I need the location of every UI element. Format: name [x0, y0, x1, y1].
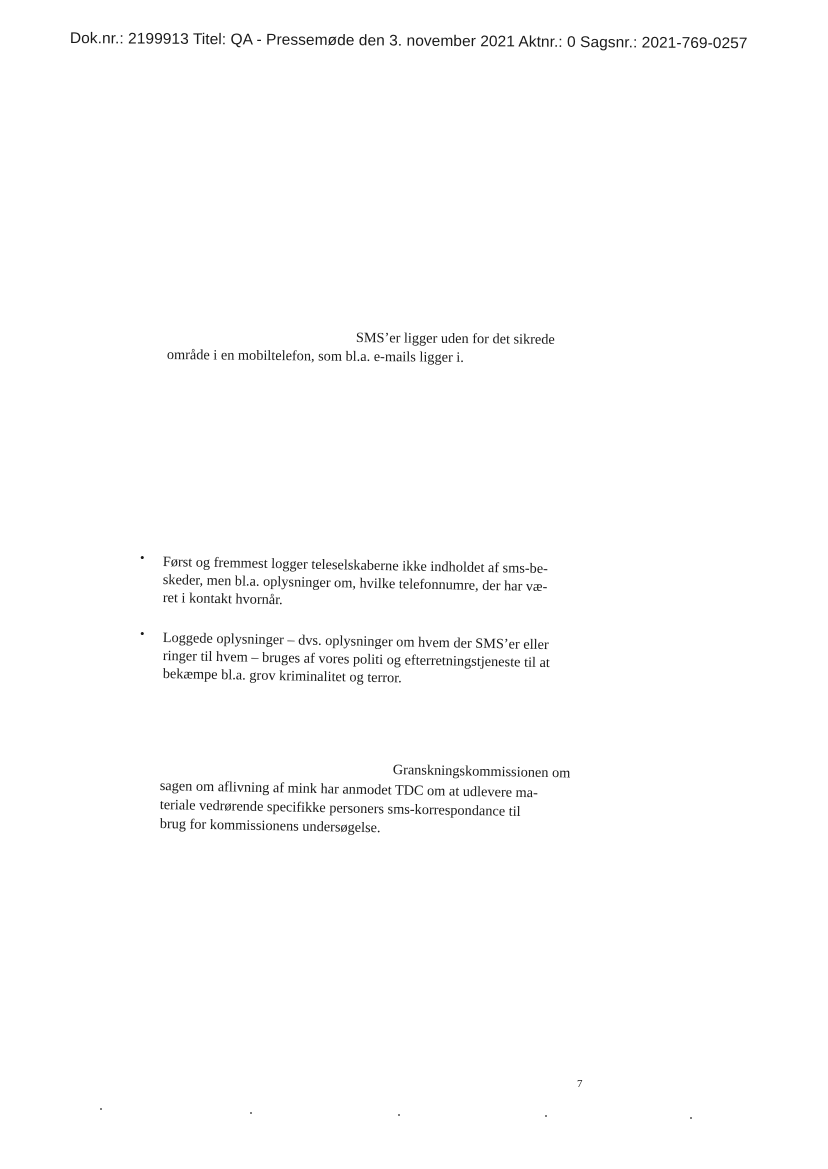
paragraph2-line1: Granskningskommissionen om — [392, 761, 571, 782]
paragraph2-line2: sagen om aflivning af mink har anmodet TDC om at udlevere ma- — [159, 777, 539, 802]
bullet1-line3: ret i kontakt hvornår. — [162, 589, 283, 609]
bullet2-line3: bekæmpe bl.a. grov kriminalitet og terror. — [162, 665, 402, 687]
scan-speck — [545, 1115, 547, 1117]
paragraph1-line1: SMS’er ligger uden for det sikrede — [355, 329, 555, 348]
paragraph2-line4: brug for kommissionens undersøgelse. — [159, 815, 381, 837]
bullet2-line1: Loggede oplysninger – dvs. oplysninger om hvem der SMS’er eller — [162, 629, 549, 654]
bullet-marker: • — [140, 550, 145, 565]
scan-speck — [250, 1112, 252, 1114]
paragraph2-line3: teriale vedrørende specifikke personers sms-korrespondance til — [159, 796, 521, 820]
bullet1-line2: skeder, men bl.a. oplysninger om, hvilke telefonnumre, der har væ- — [162, 571, 548, 596]
bullet1-line1: Først og fremmest logger teleselskaberne ikke indholdet af sms-be- — [162, 553, 549, 578]
scan-speck — [690, 1117, 692, 1119]
scan-speck — [398, 1114, 400, 1116]
document-header: Dok.nr.: 2199913 Titel: QA - Pressemøde den 3. november 2021 Aktnr.: 0 Sagsnr.: 2021-769-0257 — [69, 30, 748, 53]
bullet2-line2: ringer til hvem – bruges af vores politi og efterretningstjeneste til at — [162, 647, 551, 672]
paragraph1-line2: område i en mobiltelefon, som bl.a. e-mails ligger i. — [166, 346, 464, 366]
bullet-marker: • — [140, 626, 145, 641]
scan-speck — [100, 1108, 102, 1110]
page-number: 7 — [577, 1078, 583, 1090]
